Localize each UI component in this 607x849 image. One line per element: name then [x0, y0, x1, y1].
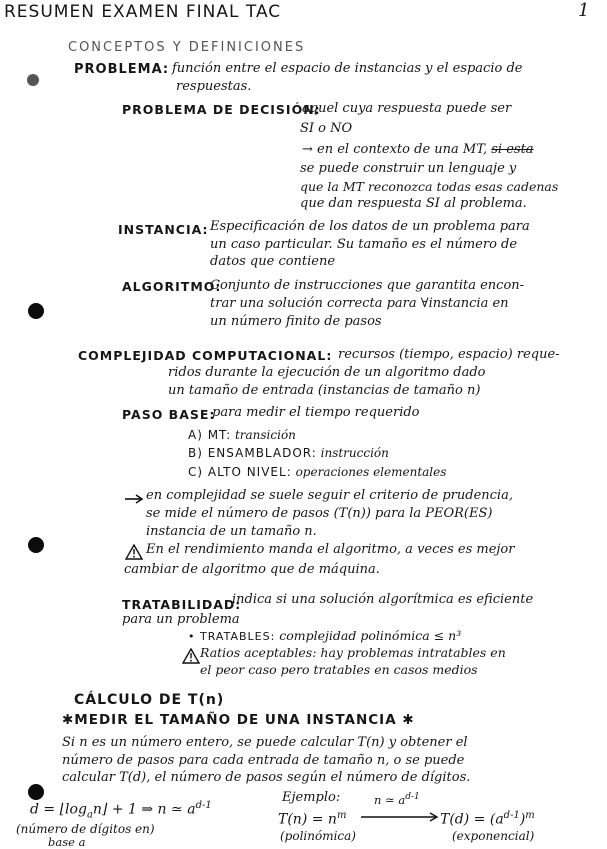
decision-def-line1: aquel cuya respuesta puede ser	[302, 101, 512, 116]
instancia-def-line3: datos que contiene	[210, 254, 336, 269]
tratabilidad-warn-line1: Ratios aceptables: hay problemas intratables en	[200, 645, 506, 660]
digit-formula	[30, 800, 212, 820]
algoritmo-def-line2: trar una solución correcta para ∀instancia en	[210, 296, 509, 311]
example-lhs	[278, 810, 346, 828]
calculo-line3: calcular T(d), el número de pasos según el número de dígitos.	[62, 770, 471, 785]
formula-sub: a	[86, 809, 93, 821]
section-title: CONCEPTOS Y DEFINICIONES	[68, 40, 306, 55]
binder-hole	[28, 537, 44, 553]
algoritmo-def-line1: Conjunto de instrucciones que garantita encon-	[210, 278, 525, 293]
term-tratabilidad: TRATABILIDAD:	[122, 597, 242, 612]
term-algoritmo: ALGORITMO:	[122, 279, 222, 294]
arrow-right-icon	[124, 493, 144, 505]
example-lhs-sup: m	[336, 810, 347, 821]
aviso-line1: En el rendimiento manda el algoritmo, a veces es mejor	[146, 542, 515, 557]
instancia-def-line1: Especificación de los datos de un problema para	[210, 219, 530, 234]
complejidad-def-line3: un tamaño de entrada (instancias de tamaño n)	[168, 383, 481, 398]
formula-sup: d-1	[195, 800, 212, 811]
tratabilidad-def-line1: indica si una solución algorítmica es eficiente	[232, 592, 534, 607]
example-rhs-note: (exponencial)	[452, 829, 535, 843]
item-label: C) ALTO NIVEL:	[188, 465, 292, 479]
long-arrow-right-icon	[360, 811, 440, 823]
term-instancia: INSTANCIA:	[118, 222, 209, 237]
arrow-label-text: n ≃ a	[374, 792, 406, 807]
item-text: instrucción	[320, 446, 389, 460]
bullet-text: complejidad polinómica ≤ n³	[279, 628, 462, 643]
struck-text: si esta	[491, 142, 534, 157]
decision-def-line2: SI o NO	[300, 121, 353, 136]
paso-base-item-c	[188, 465, 446, 479]
problema-def-line1: función entre el espacio de instancias y el espacio de	[172, 61, 523, 76]
example-lhs-text: T(n) = n	[278, 811, 337, 828]
example-rhs-close: )	[519, 811, 526, 828]
decision-note-line2: se puede construir un lenguaje y	[300, 161, 517, 176]
criterio-line3: instancia de un tamaño n.	[146, 524, 317, 539]
binder-hole	[28, 303, 44, 319]
tratabilidad-def-line2: para un problema	[122, 612, 240, 627]
page-number: 1	[578, 0, 590, 21]
formula-rest: n⌋ + 1 ⇒ n ≃ a	[92, 801, 196, 818]
decision-note-line1	[302, 142, 534, 157]
example-arrow-label	[374, 792, 420, 807]
warning-icon	[182, 648, 200, 664]
term-paso-base: PASO BASE:	[122, 407, 216, 422]
binder-hole	[27, 74, 39, 86]
subsection-title: ✱MEDIR EL TAMAÑO DE UNA INSTANCIA ✱	[62, 712, 415, 728]
arrow-label-sup: d-1	[405, 792, 420, 802]
tratabilidad-warn-line2: el peor caso pero tratables en casos medios	[200, 662, 478, 677]
tratables-bullet	[188, 628, 461, 643]
item-label: B) ENSAMBLADOR:	[188, 446, 317, 460]
decision-note-line4: que dan respuesta SI al problema.	[300, 196, 527, 211]
example-lhs-note: (polinómica)	[280, 829, 356, 843]
criterio-line2: se mide el número de pasos (T(n)) para la PEOR(ES)	[146, 506, 493, 521]
item-text: operaciones elementales	[295, 465, 447, 479]
warning-icon	[125, 544, 143, 560]
section-title-calculo: CÁLCULO DE T(n)	[74, 692, 225, 708]
bullet-label: • TRATABLES:	[188, 630, 276, 643]
formula-text: d = ⌊log	[30, 801, 87, 818]
example-rhs	[440, 810, 535, 828]
formula-note-line2: base a	[48, 835, 86, 849]
complejidad-def-line1: recursos (tiempo, espacio) reque-	[338, 347, 560, 362]
example-rhs-text: T(d) = (a	[440, 811, 504, 828]
page-title: RESUMEN EXAMEN FINAL TAC	[4, 2, 282, 22]
term-problema-decision: PROBLEMA DE DECISIÓN:	[122, 102, 321, 117]
criterio-line1: en complejidad se suele seguir el criterio de prudencia,	[146, 488, 513, 503]
decision-note-text: → en el contexto de una MT,	[302, 142, 488, 157]
binder-hole	[28, 784, 44, 800]
example-label: Ejemplo:	[282, 790, 341, 805]
algoritmo-def-line3: un número finito de pasos	[210, 314, 382, 329]
calculo-line2: número de pasos para cada entrada de tamaño n, o se puede	[62, 753, 465, 768]
example-rhs-sup2: m	[525, 810, 535, 821]
instancia-def-line2: un caso particular. Su tamaño es el número de	[210, 237, 518, 252]
item-text: transición	[234, 428, 296, 442]
complejidad-def-line2: ridos durante la ejecución de un algoritmo dado	[168, 365, 486, 380]
paso-base-item-b	[188, 446, 389, 460]
decision-note-line3: que la MT reconozca todas esas cadenas	[300, 179, 559, 194]
example-rhs-sup: d-1	[503, 810, 520, 821]
formula-note-line1: (número de dígitos en)	[16, 822, 155, 836]
term-complejidad: COMPLEJIDAD COMPUTACIONAL:	[78, 348, 333, 363]
paso-base-def: para medir el tiempo requerido	[212, 405, 420, 420]
calculo-line1: Si n es un número entero, se puede calcular T(n) y obtener el	[62, 735, 468, 750]
term-problema: PROBLEMA:	[74, 62, 170, 77]
problema-def-line2: respuestas.	[176, 79, 252, 94]
item-label: A) MT:	[188, 428, 232, 442]
aviso-line2: cambiar de algoritmo que de máquina.	[124, 562, 380, 577]
paso-base-item-a	[188, 428, 296, 442]
